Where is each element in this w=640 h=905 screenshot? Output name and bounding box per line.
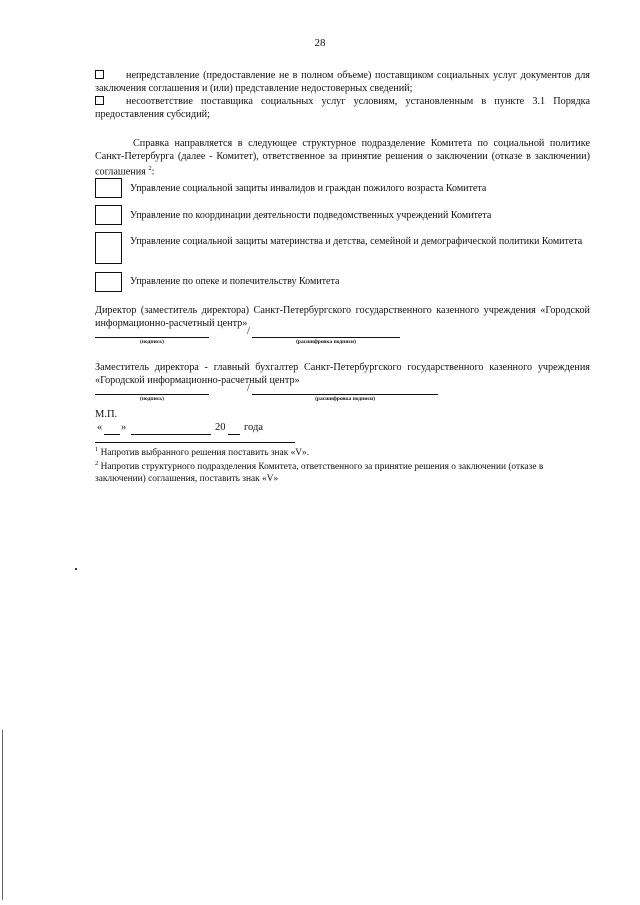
referral-tail: :: [151, 166, 155, 178]
signature-caption: (подпись): [140, 396, 164, 402]
option-label: Управление социальной защиты инвалидов и граждан пожилого возраста Комитета: [130, 183, 487, 194]
stamp-label: М.П.: [95, 409, 118, 420]
footnote-number: 1: [95, 446, 99, 453]
date-month-field[interactable]: [131, 434, 211, 435]
separator-slash: /: [247, 326, 250, 337]
option-label: Управление социальной защиты материнства и детства, семейной и демографической политики Комитета: [130, 236, 583, 247]
option-label: Управление по координации деятельности подведомственных учреждений Комитета: [130, 210, 492, 221]
option-checkbox[interactable]: [95, 178, 122, 198]
footnote-divider: [95, 442, 295, 443]
option-label: Управление по опеке и попечительству Комитета: [130, 276, 340, 287]
checkbox[interactable]: [95, 96, 104, 105]
signature-decoding-line[interactable]: [252, 337, 400, 338]
date-year-field[interactable]: [228, 434, 240, 435]
checkbox[interactable]: [95, 70, 104, 79]
director-title: Директор (заместитель директора) Санкт-Петербургского государственного казенного учреждения «Городской информационно-расчетный центр»: [95, 305, 590, 329]
referral-text: Справка направляется в следующее структурное подразделение Комитета по социальной политике Санкт-Петербурга (далее - Комитет), ответственное за принятие решения о заключении (отказе в заключении) соглашения: [95, 138, 590, 178]
checklist-item-text: непредставление (предоставление не в полном объеме) поставщиком социальных услуг документов для заключения соглашения и (или) представление недостоверных сведений;: [95, 70, 590, 94]
checklist-item-text: несоответствие поставщика социальных услуг условиям, установленным в пункте 3.1 Порядка предоставления субсидий;: [95, 96, 590, 120]
signature-line[interactable]: [95, 337, 209, 338]
date-day-field[interactable]: [104, 434, 120, 435]
footnote-number: 2: [95, 460, 99, 467]
accountant-title: Заместитель директора - главный бухгалтер Санкт-Петербургского государственного казенного учреждения «Городской информационно-расчетный центр»: [95, 362, 590, 386]
checklist-item: [95, 96, 590, 121]
separator-slash: /: [247, 383, 250, 394]
signature-line[interactable]: [95, 394, 209, 395]
date-year-prefix: 20: [215, 422, 226, 433]
footnote-ref: 2: [148, 165, 152, 173]
checklist-item: [95, 70, 590, 95]
scan-speck: [75, 568, 77, 570]
page-number: 28: [314, 37, 326, 49]
option-checkbox[interactable]: [95, 232, 122, 264]
signature-decoding-line[interactable]: [252, 394, 438, 395]
signature-caption: (подпись): [140, 339, 164, 345]
date-open-quote: «: [97, 422, 103, 433]
date-year-suffix: года: [244, 422, 263, 433]
option-checkbox[interactable]: [95, 205, 122, 225]
scan-edge-mark: [2, 730, 3, 900]
footnote: [95, 458, 590, 485]
decoding-caption: (расшифровка подписи): [296, 339, 356, 345]
footnote-text: Напротив выбранного решения поставить знак «V».: [100, 448, 310, 459]
referral-paragraph: [95, 138, 590, 179]
footnote: [95, 444, 590, 459]
footnote-text: Напротив структурного подразделения Комитета, ответственного за принятие решения о заключении (отказе в заключении) соглашения, поставить знак «V»: [95, 462, 544, 485]
option-checkbox[interactable]: [95, 272, 122, 292]
decoding-caption: (расшифровка подписи): [315, 396, 375, 402]
date-close-quote: »: [121, 422, 127, 433]
